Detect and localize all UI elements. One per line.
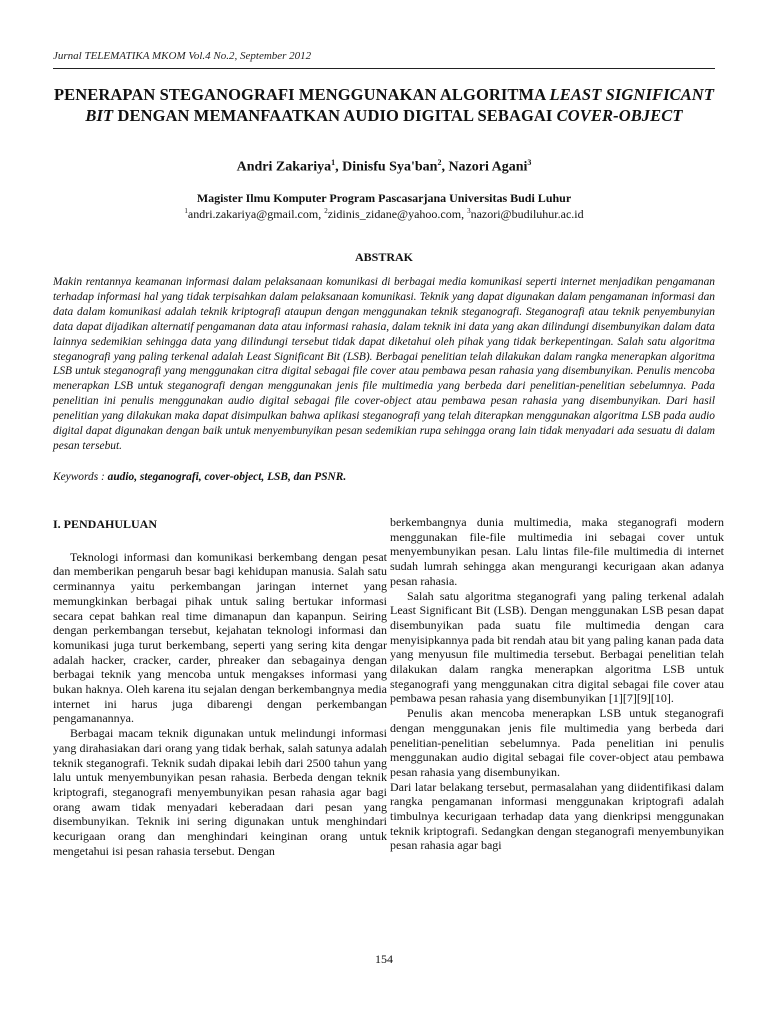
page-number: 154 <box>375 952 393 966</box>
author-emails <box>53 207 715 222</box>
section-heading: I. PENDAHULUAN <box>53 517 158 531</box>
body-paragraph: Dari latar belakang tersebut, permasalahan yang diidentifikasi dalam rangka pengamanan informasi menggunakan kriptografi adalah timbulnya kecurigaan terhadap data yang dienkripsi menggunakan teknik kriptografi. Sedangkan dengan steganografi menyembunyikan pesan rahasia agar bagi <box>390 779 724 853</box>
title-part-1: PENERAPAN STEGANOGRAFI MENGGUNAKAN ALGORITMA <box>53 85 550 104</box>
author-list <box>53 158 715 176</box>
title-part-2: DENGAN MEMANFAATKAN AUDIO DIGITAL SEBAGAI <box>113 106 557 125</box>
author-2: Dinisfu Sya'ban <box>342 159 438 175</box>
email-1: andri.zakariya@gmail.com, <box>187 207 325 221</box>
paper-title <box>53 84 715 126</box>
body-paragraph: Salah satu algoritma steganografi yang paling terkenal adalah Least Significant Bit (LSB). Dengan menggunakan LSB pesan dapat disembunyikan pada suatu file multimedia dengan cara menyisipkannya pada bit rendah atau bit yang paling kanan pada data yang menyusun file multimedia tersebut. Berbagai penelitian telah dilakukan dalam rangka menerapkan algoritma LSB untuk steganografi yang menggunakan citra digital sebagai file cover atau pembawa pesan rahasia yang disembunyikan [1][7][9][10]. <box>390 588 724 706</box>
header-divider <box>53 68 715 69</box>
email-3: nazori@budiluhur.ac.id <box>470 207 584 221</box>
right-column <box>390 515 724 853</box>
author-1-mark: 1 <box>331 158 336 167</box>
body-paragraph: Penulis akan mencoba menerapkan LSB untuk steganografi dengan menggunakan jenis file multimedia yang berbeda dari penelitian-penelitian sebelumnya. Pada penelitian ini penulis menggunakan audio digital sebagai file cover-object atau pembawa pesan rahasia yang disembunyikan. <box>390 706 724 779</box>
keywords-label: Keywords : <box>53 471 108 483</box>
author-3: Nazori Agani <box>448 159 528 175</box>
keywords-line <box>53 471 715 483</box>
title-italic-2: COVER-OBJECT <box>556 106 683 125</box>
author-separator: , <box>335 159 343 175</box>
email-2-mark: 2 <box>324 207 328 215</box>
author-2-mark: 2 <box>437 158 442 167</box>
abstract-body: Makin rentannya keamanan informasi dalam pelaksanaan komunikasi di berbagai media komunikasi seperti internet menjadikan pengamanan terhadap informasi hal yang tidak terpisahkan dalam pelaksanaan komunikasi. Teknik yang dapat digunakan dalam pengamanan informasi dan data dalam komunikasi adalah teknik kriptografi ataupun dengan menggunakan teknik steganografi. Steganografi atau teknik penyembunyian data dapat dijadikan alternatif pengamanan data atau informasi rahasia, dalam teknik ini data yang akan dilindungi disembunyikan dalam data lainnya sedemikian sehingga data yang dilindungi tersebut tidak dapat diketahui oleh pihak yang tidak berkepentingan. Salah satu algoritma steganografi yang paling terkenal adalah Least Significant Bit (LSB). Berbagai penelitian telah dilakukan dalam rangka menerapkan algoritma LSB untuk steganografi yang menggunakan citra digital sebagai file cover atau pembawa pesan rahasia yang disembunyikan. Penulis mencoba menerapkan LSB untuk steganografi dengan menggunakan jenis file multimedia yang berbeda dari penelitian-penelitian sebelumnya. Pada penelitian ini penulis menggunakan audio digital sebagai file cover-object atau pembawa pesan rahasia yang disembunyikan. Dari hasil penelitian yang dilakukan maka dapat disimpulkan bahwa aplikasi steganografi yang telah diterapkan menggunakan algoritma LSB pada audio digital dapat digunakan dengan baik untuk menyembunyikan pesan sedemikian rupa sehingga orang lain tidak menyadari ada sesuatu di dalam pesan tersebut. <box>53 276 715 452</box>
abstract-heading: ABSTRAK <box>354 250 413 264</box>
body-paragraph: Teknologi informasi dan komunikasi berkembang dengan pesat dan memberikan pengaruh besar bagi kehidupan manusia. Salah satu cerminannya yaitu perkembangan jaringan internet yang memungkinkan berbagai pihak untuk saling bertukar informasi secara cepat bahkan real time dimanapun dan kapanpun. Seiring dengan perkembangan tersebut, kejahatan teknologi informasi dan komunikasi juga turut berkembang, seperti yang sering kita dengar adalah hacker, cracker, carder, phreaker dan sebagainya dengan berbagai teknik yang mencoba untuk mengakses informasi yang bukan haknya. Oleh karena itu sejalan dengan berkembangnya media internet ini harus juga dibarengi dengan perkembangan pengamanannya. <box>53 549 387 726</box>
author-3-mark: 3 <box>527 158 532 167</box>
running-header: Jurnal TELEMATIKA MKOM Vol.4 No.2, September 2012 <box>53 50 312 62</box>
author-1: Andri Zakariya <box>236 159 332 175</box>
affiliation: Magister Ilmu Komputer Program Pascasarjana Universitas Budi Luhur <box>196 191 572 205</box>
title-italic-1: LEAST SIGNIFICANT BIT <box>85 85 714 125</box>
keywords-values: audio, steganografi, cover-object, LSB, dan PSNR. <box>107 471 347 483</box>
email-3-mark: 3 <box>467 207 471 215</box>
email-2: zidinis_zidane@yahoo.com, <box>327 207 468 221</box>
author-separator: , <box>441 159 449 175</box>
body-paragraph: Berbagai macam teknik digunakan untuk melindungi informasi yang dirahasiakan dari orang yang tidak berhak, salah satunya adalah teknik steganografi. Teknik sudah dipakai lebih dari 2500 tahun yang lalu untuk menyembunyikan pesan rahasia. Berbeda dengan teknik kriptografi, steganografi menyembunyikan pesan rahasia agar bagi orang awam tidak menyadari keberadaan dari pesan yang disembunyikan. Teknik ini sering digunakan untuk menghindari kecurigaan orang dan menghindari keinginan orang untuk mengetahui isi pesan rahasia tersebut. Dengan <box>53 726 387 858</box>
email-1-mark: 1 <box>184 207 188 215</box>
left-column <box>53 517 387 858</box>
body-paragraph-continued: berkembangnya dunia multimedia, maka steganografi modern menggunakan file-file multimedia ini sebagai cover untuk menyembunyikan pesan. Lalu lintas file-file multimedia di internet sudah lumrah sehingga akan mengurangi kecurigaan akan adanya pesan rahasia. <box>390 515 724 588</box>
